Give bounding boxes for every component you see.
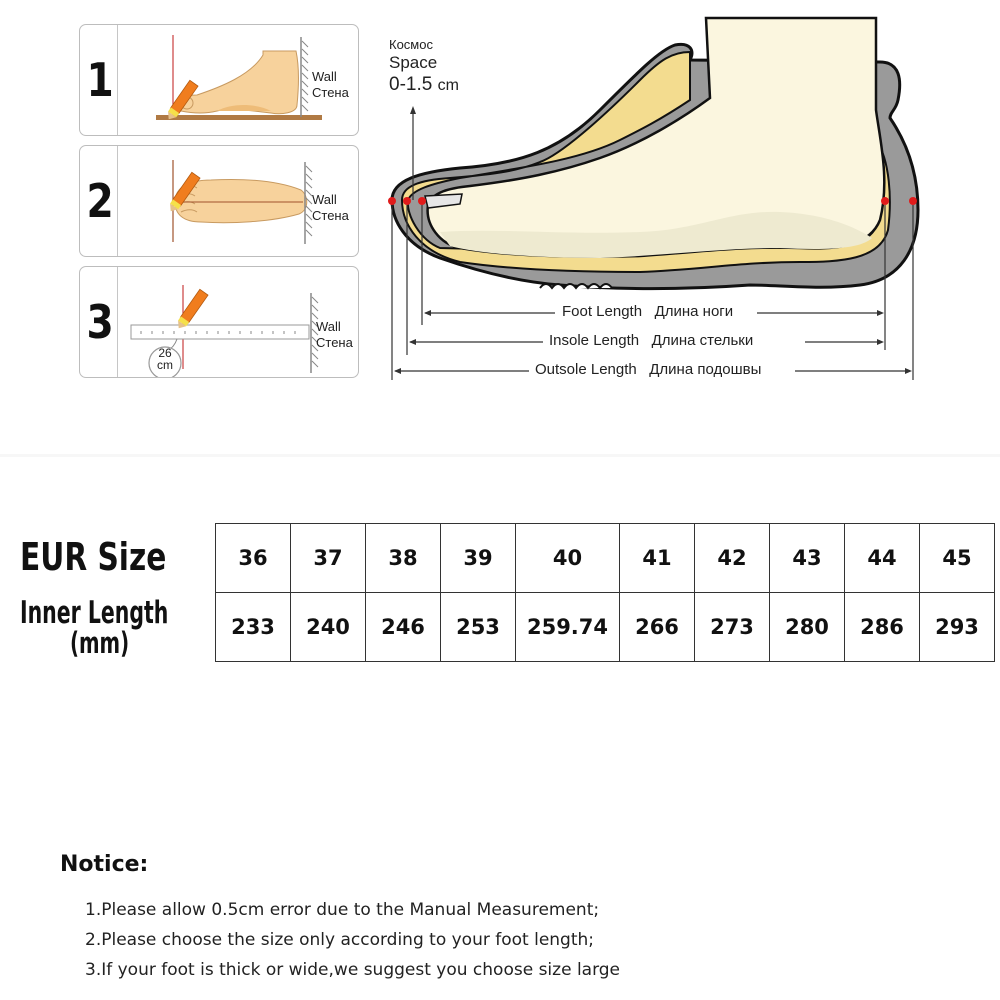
wall-label-en: Wall xyxy=(316,319,341,334)
step-number: 1 xyxy=(83,25,118,135)
space-unit: cm xyxy=(437,77,459,95)
insole-length-label: Insole Length Длина стельки xyxy=(543,332,759,349)
length-cell: 240 xyxy=(291,593,366,662)
length-cell: 286 xyxy=(845,593,920,662)
notice-item-2: 2.Please choose the size only according to your foot length; xyxy=(85,930,595,950)
shoe-cross-section-diagram xyxy=(0,0,1000,400)
section-divider xyxy=(0,454,1000,457)
eur-size-label: EUR Size xyxy=(20,535,167,579)
wall-label-en: Wall xyxy=(312,192,337,207)
length-cell: 273 xyxy=(695,593,770,662)
notice-title: Notice: xyxy=(60,852,149,877)
size-cell: 43 xyxy=(770,524,845,593)
wall-label-ru: Стена xyxy=(316,335,353,350)
inner-length-unit-label: (mm) xyxy=(70,626,130,660)
notice-item-3: 3.If your foot is thick or wide,we suggest you choose size large xyxy=(85,960,621,980)
size-cell: 36 xyxy=(216,524,291,593)
size-cell: 42 xyxy=(695,524,770,593)
step-number: 2 xyxy=(83,146,118,256)
length-cell: 253 xyxy=(441,593,516,662)
wall-label-ru: Стена xyxy=(312,85,349,100)
size-cell: 37 xyxy=(291,524,366,593)
size-cell: 45 xyxy=(920,524,995,593)
toe-space-label: Космос Space 0-1.5 cm xyxy=(389,37,459,96)
wall-label-en: Wall xyxy=(312,69,337,84)
size-cell: 44 xyxy=(845,524,920,593)
size-cell: 38 xyxy=(366,524,441,593)
ruler-reading: 26 cm xyxy=(157,346,173,372)
size-cell: 41 xyxy=(620,524,695,593)
size-cell: 39 xyxy=(441,524,516,593)
length-cell: 266 xyxy=(620,593,695,662)
step-number: 3 xyxy=(83,267,118,377)
foot-length-label: Foot Length Длина ноги xyxy=(556,303,739,320)
inner-length-label: Inner Length xyxy=(20,595,169,631)
size-cell: 40 xyxy=(516,524,620,593)
length-cell: 293 xyxy=(920,593,995,662)
eur-size-row xyxy=(216,524,995,593)
length-cell: 280 xyxy=(770,593,845,662)
size-chart-table xyxy=(215,523,995,662)
inner-length-row xyxy=(216,593,995,662)
wall-label-ru: Стена xyxy=(312,208,349,223)
length-cell: 233 xyxy=(216,593,291,662)
space-value: 0-1.5 xyxy=(389,74,433,96)
length-cell: 246 xyxy=(366,593,441,662)
length-cell: 259.74 xyxy=(516,593,620,662)
outsole-length-label: Outsole Length Длина подошвы xyxy=(529,361,767,378)
notice-item-1: 1.Please allow 0.5cm error due to the Manual Measurement; xyxy=(85,900,600,920)
